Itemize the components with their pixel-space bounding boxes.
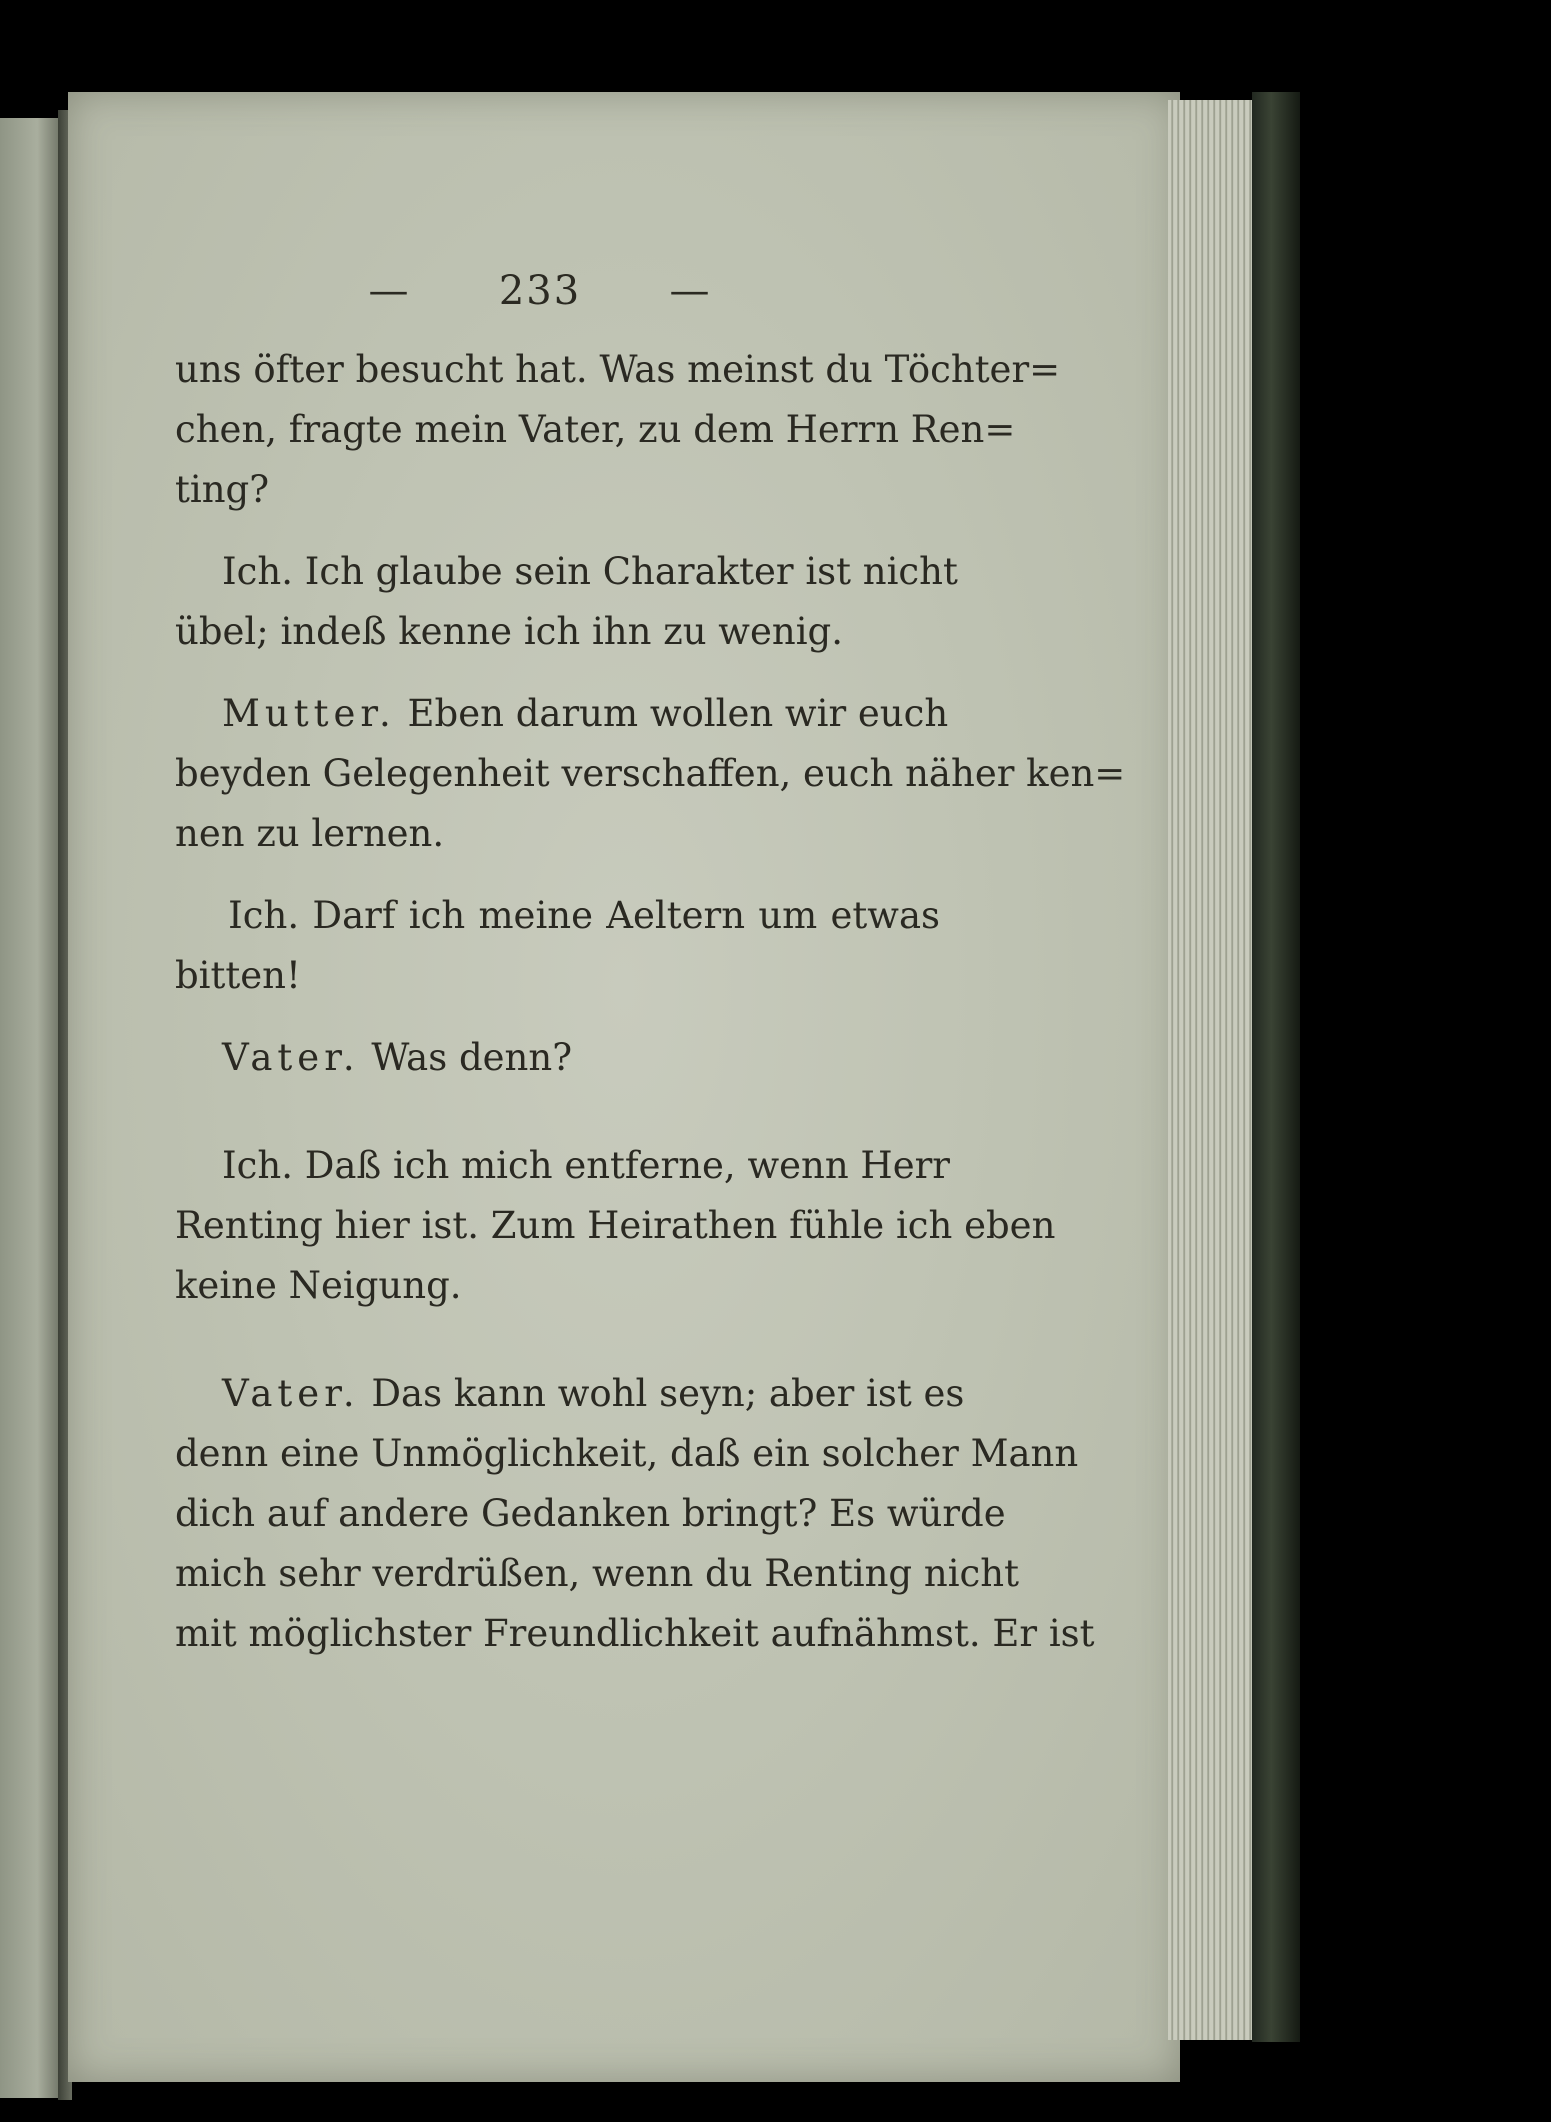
line-text: Eben darum wollen wir euch [407,692,949,735]
paragraph [175,886,940,1006]
paragraph [175,542,958,662]
text-line: ting? [175,468,270,511]
text-line [175,1136,950,1196]
speaker-name: Ich. [222,1144,293,1187]
paragraph [175,684,1126,864]
text-line [175,1028,940,1088]
page-edges [1168,100,1256,2040]
text-line: uns öfter besucht hat. Was meinst du Töchter= [175,348,1061,391]
text-line: beyden Gelegenheit verschaffen, euch näher ken= [175,752,1126,795]
line-text: Darf ich meine Aeltern um etwas [312,894,941,937]
text-line [175,542,958,602]
line-text: Daß ich mich entferne, wenn Herr [304,1144,950,1187]
text-line [175,1364,965,1424]
text-line: bitten! [175,954,301,997]
text-line [175,886,940,946]
speaker-name: Vater. [222,1372,360,1415]
book-cover-edge [1252,92,1300,2042]
line-text: Ich glaube sein Charakter ist nicht [304,550,958,593]
line-text: Das kann wohl seyn; aber ist es [371,1372,965,1415]
text-line: nen zu lernen. [175,812,445,855]
speaker-name: Ich. [222,550,293,593]
paragraph [175,1028,940,1088]
speaker-name: Ich. [228,894,300,937]
header-dash-left: — [368,268,411,314]
paragraph [175,340,1061,520]
page-header [360,268,720,314]
paragraph [175,1364,1095,1664]
speaker-name: Mutter. [222,692,396,735]
speaker-name: Vater. [222,1036,360,1079]
text-line: übel; indeß kenne ich ihn zu wenig. [175,610,843,653]
page-text [175,340,1126,1686]
line-text: Was denn? [371,1036,573,1079]
paragraph [175,1136,1056,1316]
text-line: mich sehr verdrüßen, wenn du Renting nicht [175,1552,1019,1595]
left-page-edge [0,118,62,2098]
text-line [175,684,949,744]
text-line: keine Neigung. [175,1264,462,1307]
text-line: chen, fragte mein Vater, zu dem Herrn Ren= [175,408,1016,451]
text-line: Renting hier ist. Zum Heirathen fühle ich eben [175,1204,1056,1247]
page-number: 233 [498,268,582,314]
text-line: denn eine Unmöglichkeit, daß ein solcher Mann [175,1432,1079,1475]
text-line: mit möglichster Freundlichkeit aufnähmst. Er ist [175,1612,1095,1655]
text-line: dich auf andere Gedanken bringt? Es würde [175,1492,1006,1535]
header-dash-right: — [669,268,712,314]
